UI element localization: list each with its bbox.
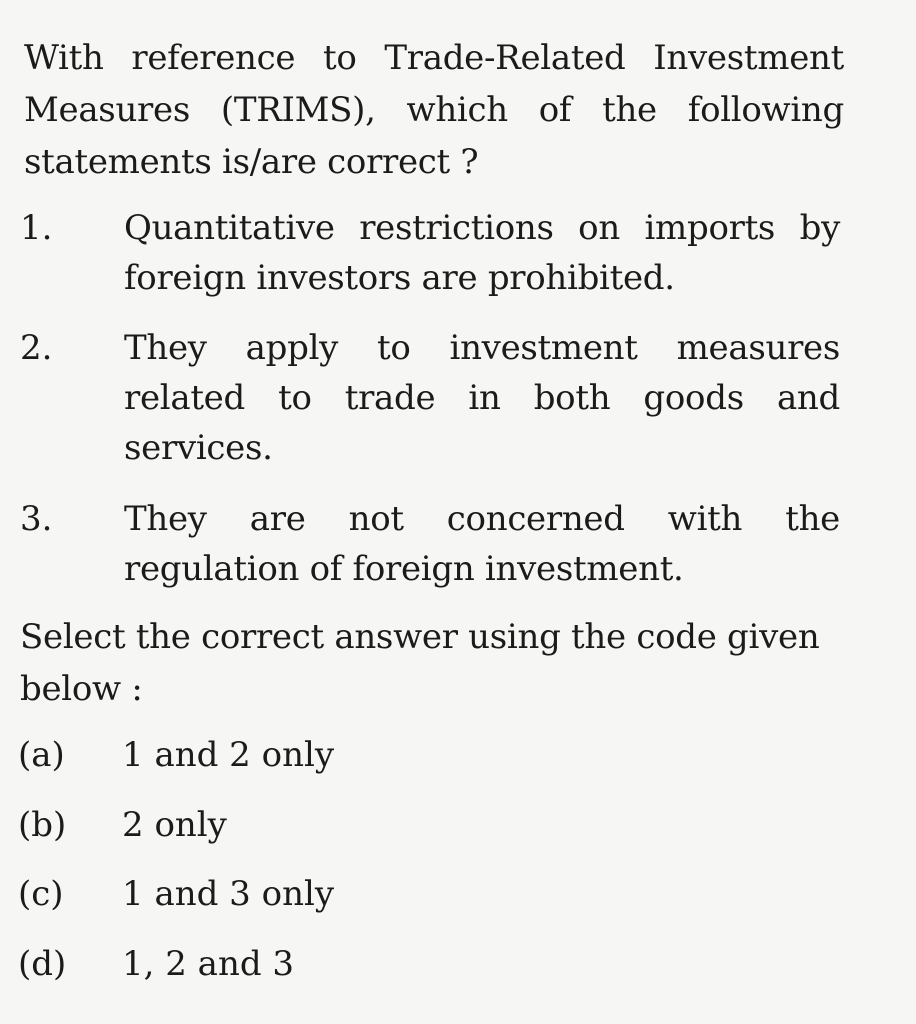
option-label: (a) <box>18 735 65 775</box>
option-text: 1, 2 and 3 <box>122 944 295 984</box>
answer-instruction: Select the correct answer using the code given below : <box>20 617 820 709</box>
question-stem: With reference to Trade-Related Investment Measures (TRIMS), which of the following statements is/are correct ? <box>24 38 844 182</box>
statement-text: Quantitative restrictions on imports by foreign investors are prohibited. <box>124 208 840 298</box>
statement-text: They are not concerned with the regulation of foreign investment. <box>124 499 840 589</box>
option-label: (b) <box>18 805 67 845</box>
statement-number: 1. <box>20 208 53 248</box>
statement-number: 3. <box>20 499 53 539</box>
statement-number: 2. <box>20 328 53 368</box>
option-label: (c) <box>18 874 64 914</box>
option-label: (d) <box>18 944 67 984</box>
option-text: 2 only <box>122 805 227 845</box>
option-text: 1 and 3 only <box>122 874 335 914</box>
statement-text: They apply to investment measures related to trade in both goods and services. <box>124 328 840 468</box>
option-text: 1 and 2 only <box>122 735 335 775</box>
